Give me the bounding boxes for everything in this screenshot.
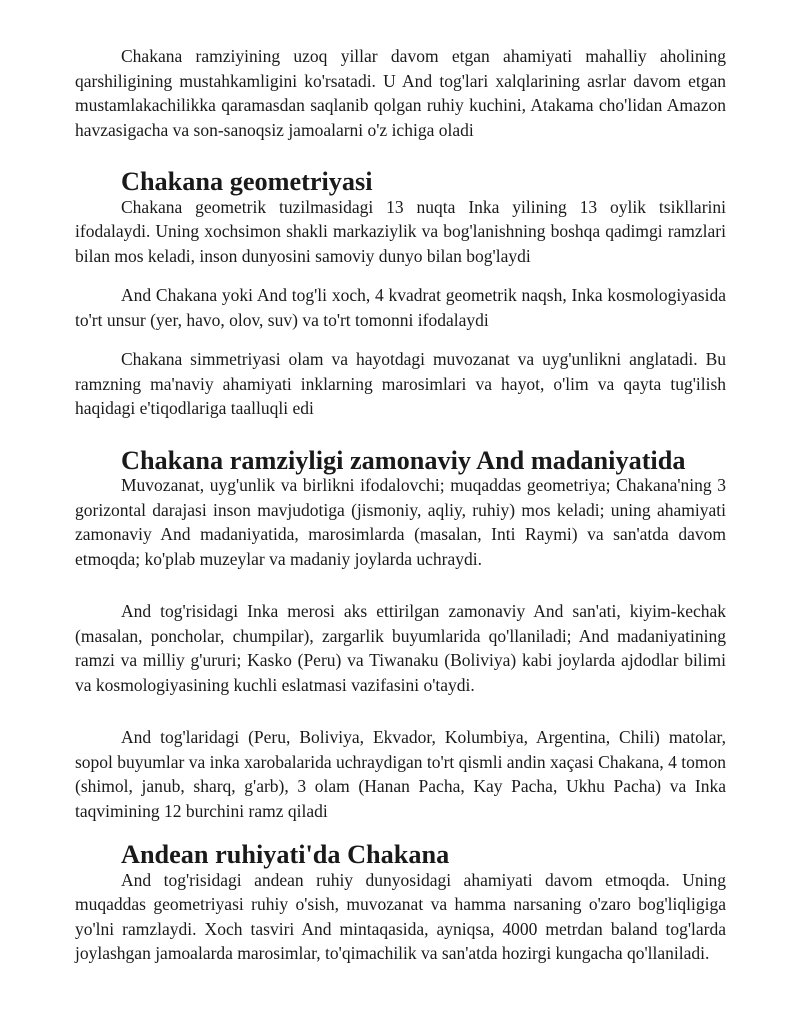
- paragraph-symmetry: Chakana simmetriyasi olam va hayotdagi muvozanat va uyg'unlikni anglatadi. Bu ramzning ma'naviy ahamiyati inklarning marosimlari va hayot, o'lim va qayta tug'ilish haqidagi e'tiqodlariga taalluqli edi: [75, 349, 726, 418]
- paragraph-geometry-13-points: Chakana geometrik tuzilmasidagi 13 nuqta Inka yilining 13 oylik tsikllarini ifodalaydi. Uning xochsimon shakli markaziylik va bog'lanishning boshqa qadimgi ramzlari bilan mos keladi, inson dunyosini samoviy dunyo bilan bog'laydi: [75, 196, 726, 266]
- section-heading-modern-culture: Chakana ramziyligi zamonaviy And madaniyatida: [121, 445, 686, 475]
- paragraph-andean-cross: And Chakana yoki And tog'li xoch, 4 kvadrat geometrik naqsh, Inka kosmologiyasida to'rt unsur (yer, havo, olov, suv) va to'rt tomonni ifodalaydi: [75, 285, 726, 330]
- paragraph-andean-textiles: And tog'laridagi (Peru, Boliviya, Ekvador, Kolumbiya, Argentina, Chili) matolar, sopol buyumlar va inka xarobalarida uchraydigan to'rt qismli andin xaçasi Chakana, 4 tomon (shimol, janub, sharq, g'arb), 3 olam (Hanan Pacha, Kay Pacha, Ukhu Pacha) va Inka taqvimining 12 burchini ramz qiladi: [75, 727, 726, 821]
- spacer: [75, 697, 726, 725]
- section-heading-geometry: Chakana geometriyasi: [121, 167, 373, 196]
- section-heading-spirituality: Andean ruhiyati'da Chakana: [121, 840, 450, 869]
- spacer: [75, 268, 726, 283]
- spacer: [75, 421, 726, 449]
- spacer: [75, 332, 726, 347]
- paragraph-inka-heritage: And tog'risidagi Inka merosi aks ettirilgan zamonaviy And san'ati, kiyim-kechak (masalan, poncholar, chumpilar), zargarlik buyumlarida qo'llaniladi; And madaniyatining ramzi va milliy g'ururi; Kasko (Peru) va Tiwanaku (Boliviya) kabi joylarda ajdodlar bilimi va kosmologiyasining kuchli eslatmasi vazifasini o'taydi.: [75, 601, 726, 695]
- spacer: [75, 571, 726, 599]
- spacer: [75, 142, 726, 170]
- paragraph-chakana-resistance: Chakana ramziyining uzoq yillar davom etgan ahamiyati mahalliy aholining qarshiligining mustahkamligini ko'rsatadi. U And tog'lari xalqlarining asrlar davom etgan mustamlakachilikka qaramasdan saqlanib qolgan ruhiy kuchini, Atakama cho'lidan Amazon havzasigacha va son-sanoqsiz jamoalarni o'z ichiga oladi: [75, 46, 726, 140]
- document-page: [75, 44, 726, 966]
- paragraph-spiritual-world: And tog'risidagi andean ruhiy dunyosidagi ahamiyati davom etmoqda. Uning muqaddas geometriyasi ruhiy o'sish, muvozanat va hamma narsaning o'zaro bog'liqligiga yo'lni ramzlaydi. Xoch tasviri And mintaqasida, ayniqsa, 4000 metrdan baland tog'larda joylashgan jamoalarda marosimlar, to'qimachilik va san'atda hozirgi kungacha qo'llaniladi.: [75, 869, 726, 963]
- paragraph-balance-harmony: Muvozanat, uyg'unlik va birlikni ifodalovchi; muqaddas geometriya; Chakana'ning 3 gorizontal darajasi inson mavjudotiga (jismoniy, aqliy, ruhiy) mos keladi; uning ahamiyati zamonaviy And madaniyatida, marosimlarda (masalan, Inti Raymi) va san'atda davom etmoqda; ko'plab muzeylar va madaniy joylarda uchraydi.: [75, 475, 726, 569]
